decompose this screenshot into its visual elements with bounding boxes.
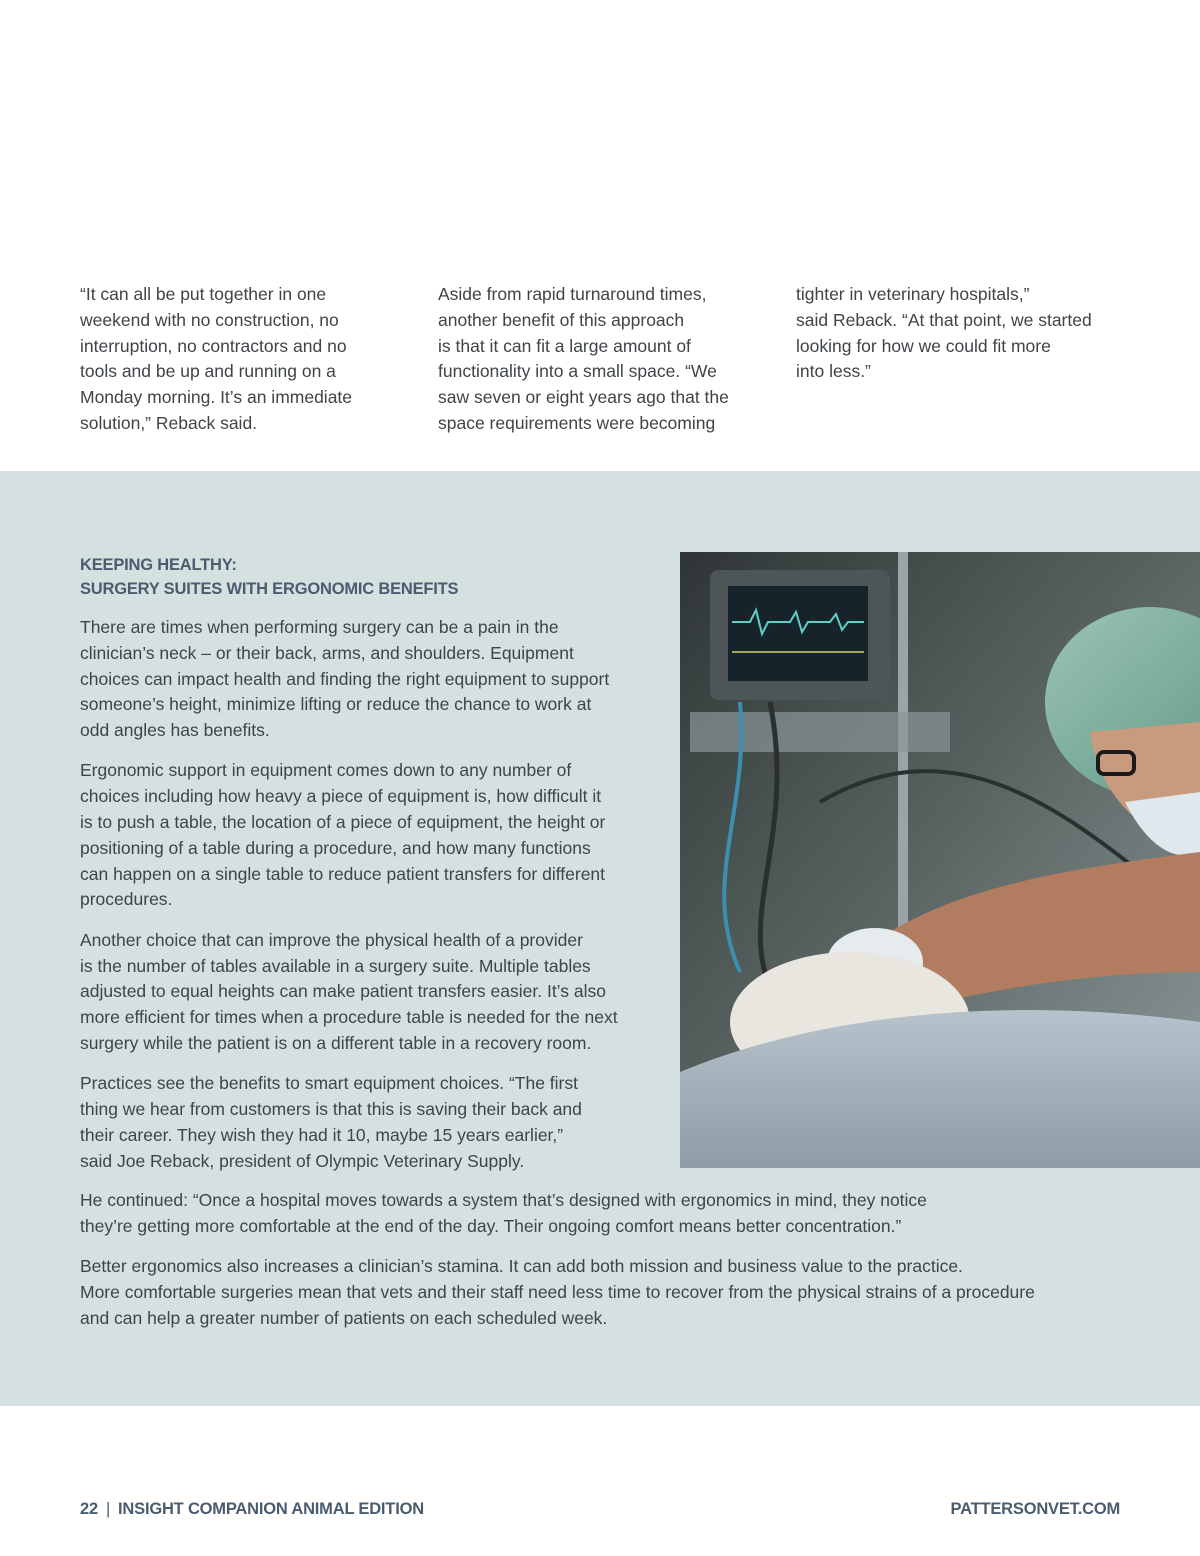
line: More comfortable surgeries mean that vets and their staff need less time to recover from the physical strains of a procedure <box>80 1281 1035 1302</box>
line: is the number of tables available in a surgery suite. Multiple tables <box>80 955 591 976</box>
intro-line: another benefit of this approach <box>438 309 685 330</box>
line: can happen on a single table to reduce patient transfers for different <box>80 863 606 884</box>
line: surgery while the patient is on a different table in a recovery room. <box>80 1032 592 1053</box>
line: said Joe Reback, president of Olympic Veterinary Supply. <box>80 1150 525 1171</box>
paragraph <box>80 928 660 1057</box>
line: Ergonomic support in equipment comes down to any number of <box>80 760 572 781</box>
line: There are times when performing surgery can be a pain in the <box>80 617 559 637</box>
section-heading <box>80 553 458 601</box>
paragraph <box>80 1254 1120 1331</box>
page-number: 22 <box>80 1500 98 1518</box>
intro-line: is that it can fit a large amount of <box>438 335 691 356</box>
footer-separator: | <box>105 1500 111 1518</box>
intro-line: “It can all be put together in one <box>80 284 327 304</box>
surgery-illustration <box>680 552 1200 1168</box>
intro-line: space requirements were becoming <box>438 412 716 433</box>
equipment-shelf <box>690 712 950 752</box>
line: clinician’s neck – or their back, arms, and shoulders. Equipment <box>80 642 574 663</box>
line: Better ergonomics also increases a clinician’s stamina. It can add both mission and business value to the practice. <box>80 1256 963 1277</box>
intro-line: saw seven or eight years ago that the <box>438 387 729 408</box>
paragraph <box>80 615 660 744</box>
intro-column-1 <box>80 282 380 437</box>
footer-website: PATTERSONVET.COM <box>950 1500 1120 1518</box>
equipment-pole <box>898 552 908 972</box>
section-body <box>80 615 660 1189</box>
intro-line: looking for how we could fit more <box>796 335 1051 356</box>
line: their career. They wish they had it 10, maybe 15 years earlier,” <box>80 1124 564 1145</box>
intro-line: Aside from rapid turnaround times, <box>438 284 707 304</box>
intro-column-2 <box>438 282 738 437</box>
monitor-screen <box>728 586 868 681</box>
intro-line: solution,” Reback said. <box>80 412 258 433</box>
intro-line: interruption, no contractors and no <box>80 335 347 356</box>
paragraph <box>80 758 660 913</box>
paragraph <box>80 1188 1120 1240</box>
intro-line: Monday morning. It’s an immediate <box>80 387 353 408</box>
line: procedures. <box>80 889 173 910</box>
line: Practices see the benefits to smart equipment choices. “The first <box>80 1073 578 1094</box>
line: positioning of a table during a procedure, and how many functions <box>80 837 591 858</box>
line: Another choice that can improve the physical health of a provider <box>80 929 583 950</box>
intro-line: tighter in veterinary hospitals,” <box>796 284 1030 304</box>
section-body-wide <box>80 1188 1120 1346</box>
line: He continued: “Once a hospital moves towards a system that’s designed with ergonomics in mind, they notice <box>80 1190 927 1210</box>
intro-line: into less.” <box>796 361 871 382</box>
line: is to push a table, the location of a piece of equipment, the height or <box>80 812 606 833</box>
line: adjusted to equal heights can make patient transfers easier. It’s also <box>80 981 606 1002</box>
line: odd angles has benefits. <box>80 720 270 741</box>
surgery-photo <box>680 552 1200 1168</box>
intro-column-3 <box>796 282 1126 385</box>
footer-publication <box>80 1500 424 1519</box>
line: they’re getting more comfortable at the end of the day. Their ongoing comfort means better concentration.” <box>80 1215 902 1236</box>
line: someone’s height, minimize lifting or reduce the chance to work at <box>80 694 592 715</box>
paragraph <box>80 1071 660 1174</box>
line: more efficient for times when a procedure table is needed for the next <box>80 1007 618 1028</box>
intro-line: tools and be up and running on a <box>80 361 336 382</box>
line: thing we hear from customers is that this is saving their back and <box>80 1099 582 1120</box>
section-heading-line-2: SURGERY SUITES WITH ERGONOMIC BENEFITS <box>80 580 459 598</box>
publication-title: INSIGHT COMPANION ANIMAL EDITION <box>118 1500 424 1518</box>
line: and can help a greater number of patients on each scheduled week. <box>80 1307 608 1328</box>
intro-line: weekend with no construction, no <box>80 309 339 330</box>
line: choices can impact health and finding the right equipment to support <box>80 668 610 689</box>
intro-line: said Reback. “At that point, we started <box>796 309 1092 330</box>
section-heading-line-1: KEEPING HEALTHY: <box>80 556 237 574</box>
intro-line: functionality into a small space. “We <box>438 361 717 382</box>
line: choices including how heavy a piece of equipment is, how difficult it <box>80 786 602 807</box>
